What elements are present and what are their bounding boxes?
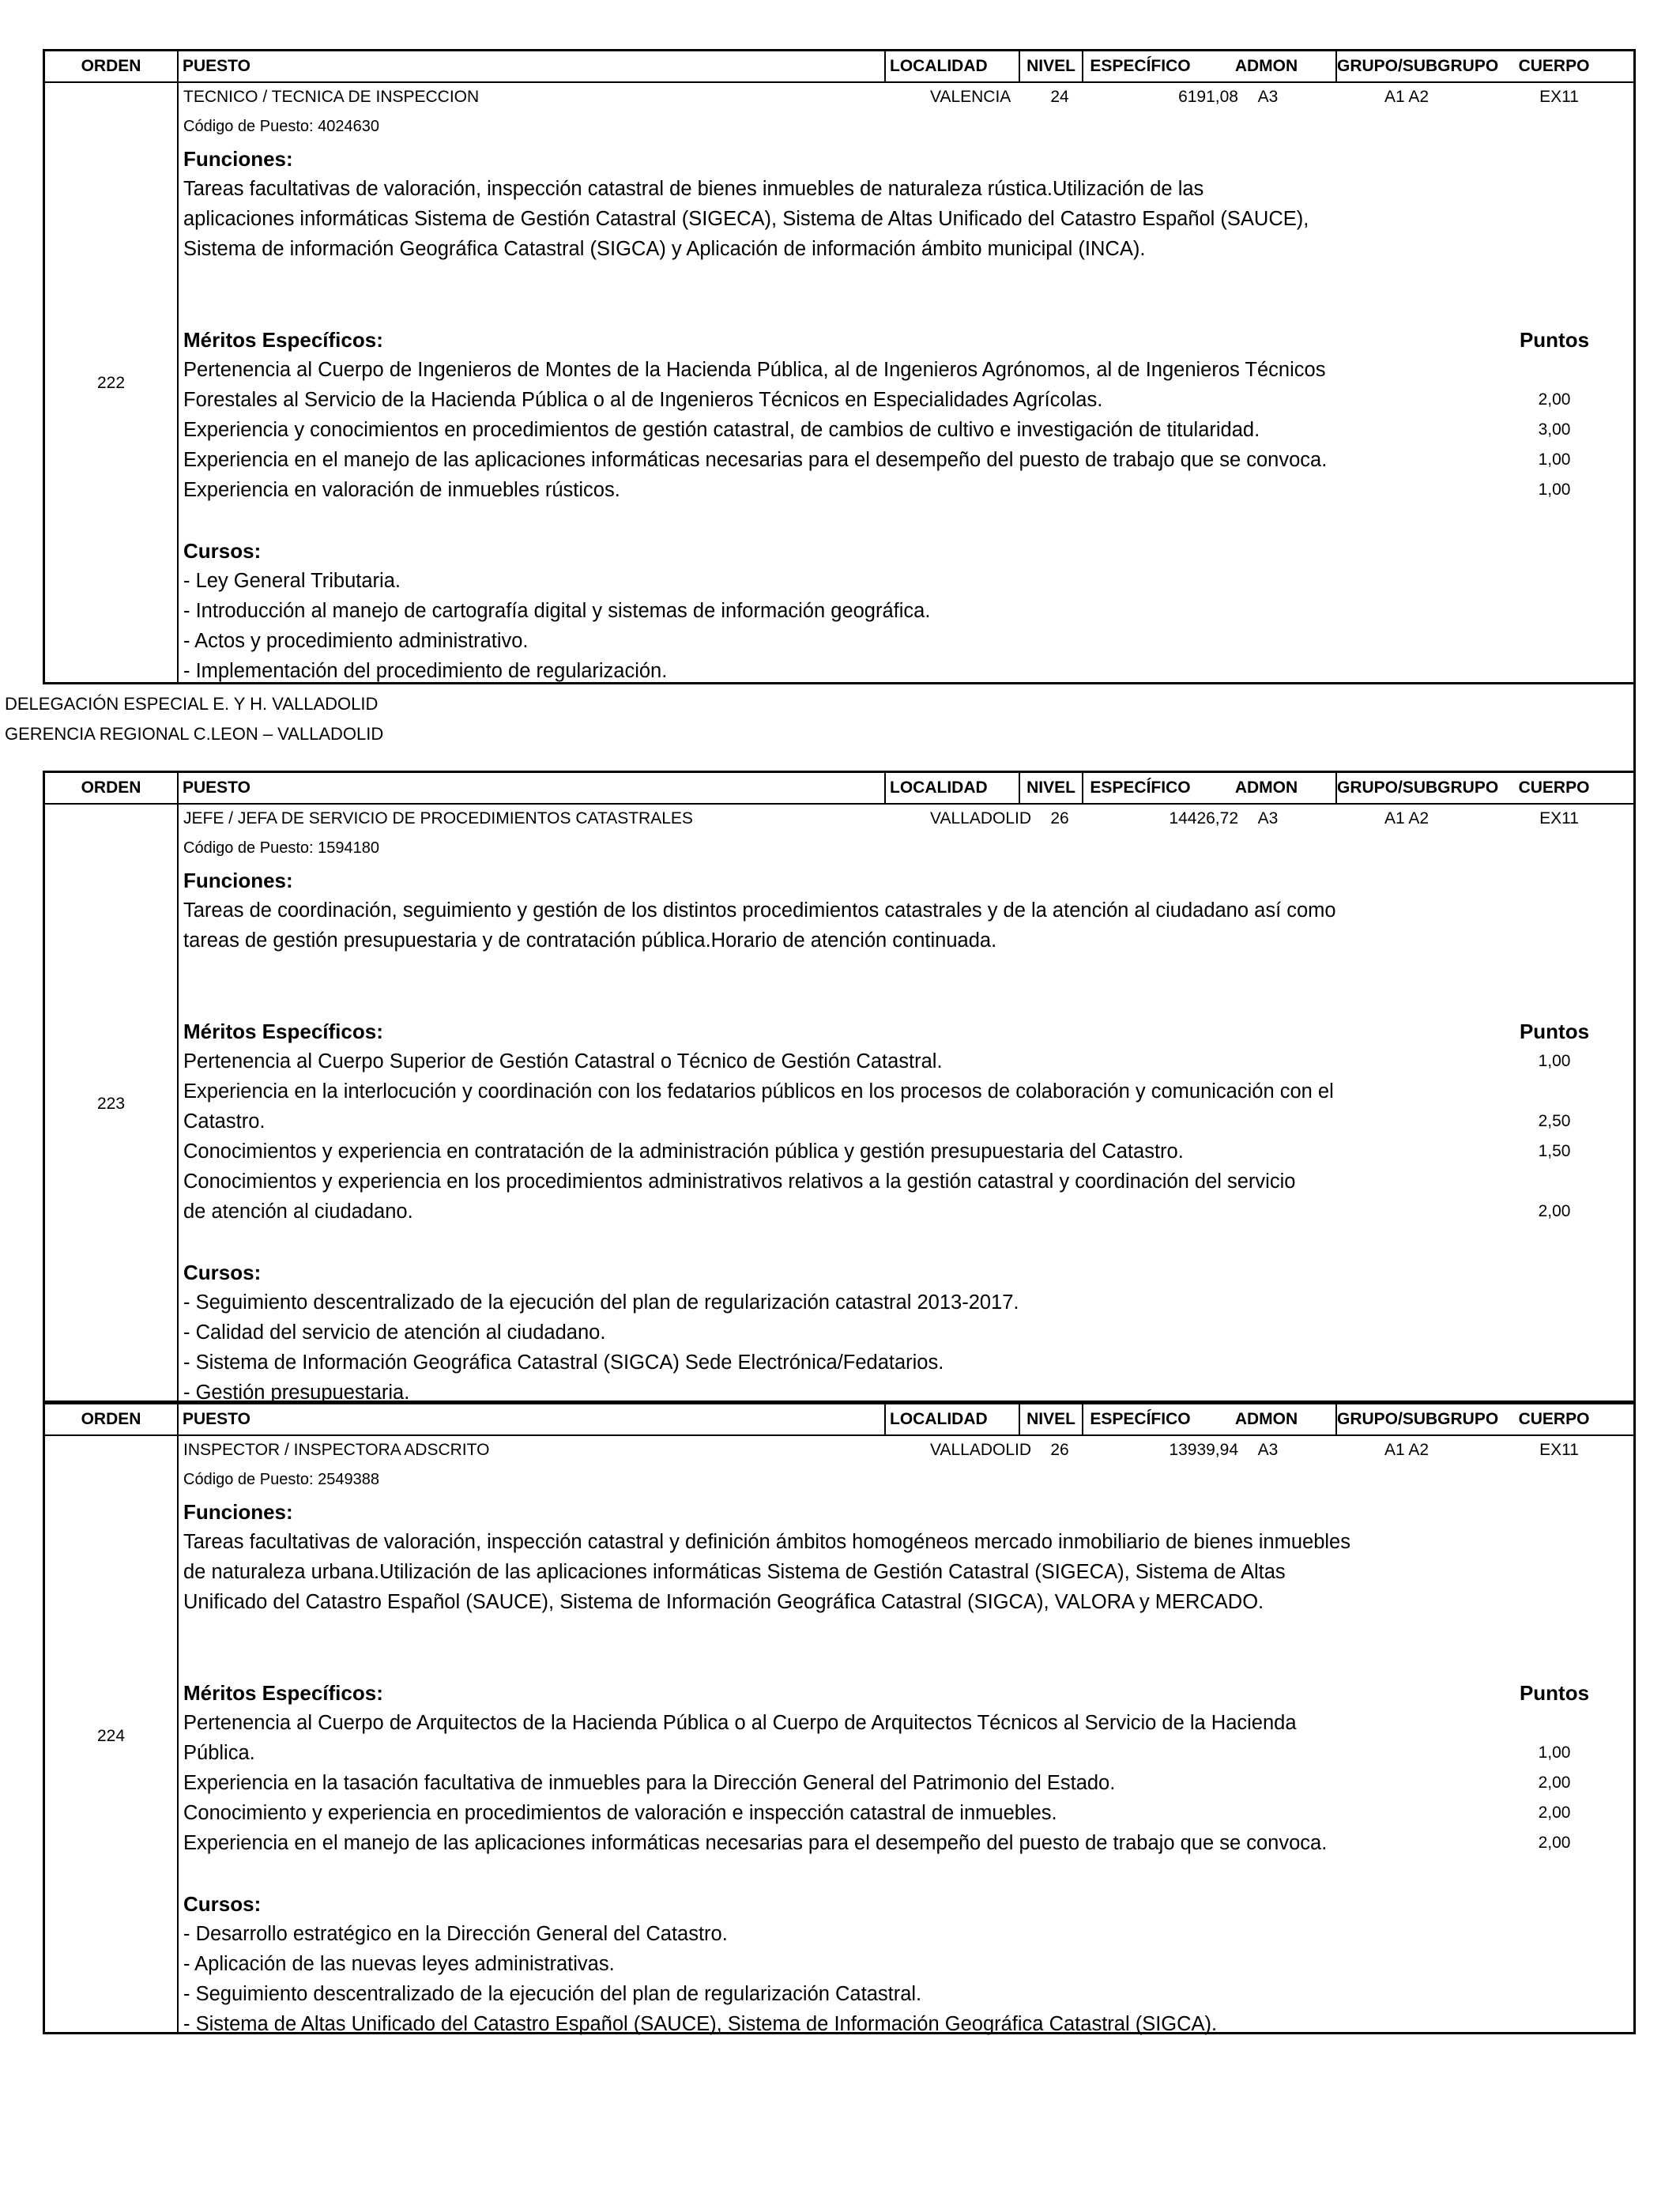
table-header (45, 51, 1633, 83)
curso-item: - Aplicación de las nuevas leyes administrativas. (183, 1953, 615, 1975)
header-especifico: ESPECÍFICO (1082, 51, 1197, 81)
header-localidad: LOCALIDAD (884, 1404, 1019, 1434)
merito-puntos: 1,50 (1538, 1142, 1571, 1160)
funciones-line: Unificado del Catastro Español (SAUCE), Sistema de Información Geográfica Catastral (SIGCA), VALORA y MERCADO. (183, 1591, 1264, 1613)
especifico-value: 13939,94 (1169, 1441, 1238, 1459)
header-nivel: NIVEL (1019, 773, 1082, 803)
funciones-title: Funciones: (183, 1500, 293, 1524)
header-puesto: PUESTO (177, 773, 884, 803)
position-body (45, 805, 1633, 1404)
column-divider (177, 1436, 179, 2032)
orden-number: 224 (96, 1727, 126, 1745)
delegacion-line: DELEGACIÓN ESPECIAL E. Y H. VALLADOLID (5, 694, 379, 714)
merito-text: Experiencia en el manejo de las aplicaciones informáticas necesarias para el desempeño del puesto de trabajo que se convoca. (183, 449, 1328, 471)
merito-puntos: 1,00 (1538, 1744, 1571, 1762)
merito-text: Experiencia en la interlocución y coordinación con los fedatarios públicos en los procesos de colaboración y comunicación con el (183, 1080, 1334, 1103)
puesto-title: TECNICO / TECNICA DE INSPECCION (183, 88, 480, 106)
position-body (45, 83, 1633, 682)
curso-item: - Actos y procedimiento administrativo. (183, 630, 529, 652)
grupo-value: A1 A2 (1384, 1441, 1430, 1459)
cuerpo-value: EX11 (1539, 1441, 1579, 1459)
merito-item (183, 445, 1590, 475)
merito-text: Pertenencia al Cuerpo de Ingenieros de Montes de la Hacienda Pública, al de Ingenieros Agrónomos, al de Ingenieros Técnicos (183, 359, 1326, 381)
merito-item (183, 1798, 1590, 1828)
curso-item: - Ley General Tributaria. (183, 570, 401, 592)
curso-item: - Introducción al manejo de cartografía digital y sistemas de información geográfica. (183, 600, 931, 622)
nivel-value: 24 (1050, 88, 1069, 106)
merito-puntos: 1,00 (1538, 481, 1571, 499)
grupo-value: A1 A2 (1384, 809, 1430, 827)
gerencia-line: GERENCIA REGIONAL C.LEON – VALLADOLID (5, 724, 384, 744)
merito-puntos: 2,00 (1538, 1774, 1571, 1792)
merito-text: Pública. (183, 1742, 255, 1764)
cursos-section (183, 1889, 1590, 2039)
admon-value: A3 (1257, 88, 1279, 106)
cursos-title: Cursos: (183, 1261, 262, 1284)
merito-text: Forestales al Servicio de la Hacienda Pública o al de Ingenieros Técnicos en Especialidades Agrícolas. (183, 389, 1103, 411)
funciones-line: Sistema de información Geográfica Catastral (SIGCA) y Aplicación de información ámbito municipal (INCA). (183, 238, 1146, 260)
meritos-title: Méritos Específicos: (183, 1020, 383, 1043)
merito-item (183, 1828, 1590, 1858)
funciones-line: Tareas de coordinación, seguimiento y gestión de los distintos procedimientos catastrales y de la atención al ciudadano así como (183, 899, 1336, 922)
meritos-section (183, 325, 1590, 505)
admon-value: A3 (1257, 1441, 1279, 1459)
merito-item (183, 1708, 1590, 1768)
merito-item (183, 475, 1590, 505)
meritos-title: Méritos Específicos: (183, 1681, 383, 1705)
column-divider (177, 805, 179, 1400)
puesto-title: INSPECTOR / INSPECTORA ADSCRITO (183, 1441, 490, 1459)
header-puesto: PUESTO (177, 1404, 884, 1434)
header-especifico: ESPECÍFICO (1082, 773, 1197, 803)
header-grupo: GRUPO/SUBGRUPO (1335, 51, 1475, 81)
nivel-value: 26 (1050, 809, 1069, 827)
header-orden: ORDEN (81, 1410, 141, 1428)
header-admon: ADMON (1234, 778, 1298, 797)
merito-text: de atención al ciudadano. (183, 1201, 413, 1223)
localidad-value: VALLADOLID (930, 1441, 1031, 1459)
orden-number: 223 (96, 1095, 126, 1113)
header-orden: ORDEN (81, 778, 141, 797)
header-puesto: PUESTO (177, 51, 884, 81)
merito-puntos: 2,00 (1538, 1834, 1571, 1852)
column-divider (177, 83, 179, 682)
position-block-224 (43, 1403, 1636, 2034)
codigo-puesto: Código de Puesto: 4024630 (183, 118, 379, 135)
meritos-section (183, 1678, 1590, 1858)
header-cuerpo: CUERPO (1518, 57, 1590, 75)
header-localidad: LOCALIDAD (884, 51, 1019, 81)
curso-item: - Implementación del procedimiento de regularización. (183, 660, 668, 682)
table-header (45, 773, 1633, 805)
funciones-section (183, 1497, 1590, 1617)
grupo-value: A1 A2 (1384, 88, 1430, 106)
curso-item: - Seguimiento descentralizado de la ejecución del plan de regularización Catastral. (183, 1983, 922, 2005)
merito-text: Catastro. (183, 1110, 266, 1133)
merito-puntos: 2,00 (1538, 1202, 1571, 1220)
merito-item (183, 1076, 1590, 1137)
funciones-line: aplicaciones informáticas Sistema de Gestión Catastral (SIGECA), Sistema de Altas Unificado del Catastro Español (SAUCE), (183, 208, 1309, 230)
especifico-value: 14426,72 (1169, 809, 1238, 827)
position-block-223 (43, 771, 1636, 1403)
header-cuerpo: CUERPO (1518, 1410, 1590, 1428)
header-orden: ORDEN (81, 57, 141, 75)
merito-text: Pertenencia al Cuerpo de Arquitectos de la Hacienda Pública o al Cuerpo de Arquitectos Técnicos al Servicio de la Hacienda (183, 1712, 1297, 1734)
header-nivel: NIVEL (1019, 1404, 1082, 1434)
table-header (45, 1404, 1633, 1436)
puesto-title: JEFE / JEFA DE SERVICIO DE PROCEDIMIENTOS CATASTRALES (183, 809, 693, 827)
position-body (45, 1436, 1633, 2035)
funciones-line: Tareas facultativas de valoración, inspección catastral y definición ámbitos homogéneos mercado inmobiliario de bienes inmuebles (183, 1531, 1350, 1553)
puntos-header: Puntos (1519, 1681, 1590, 1705)
merito-puntos: 2,00 (1538, 1804, 1571, 1822)
codigo-puesto: Código de Puesto: 1594180 (183, 839, 379, 857)
funciones-section (183, 865, 1590, 956)
merito-puntos: 3,00 (1538, 420, 1571, 439)
curso-item: - Sistema de Altas Unificado del Catastro Español (SAUCE), Sistema de Información Geográfica Catastral (SIGCA). (183, 2013, 1218, 2035)
merito-text: Conocimientos y experiencia en contratación de la administración pública y gestión presupuestaria del Catastro. (183, 1140, 1184, 1163)
merito-item (183, 1768, 1590, 1798)
merito-text: Pertenencia al Cuerpo Superior de Gestión Catastral o Técnico de Gestión Catastral. (183, 1050, 943, 1072)
admon-value: A3 (1257, 809, 1279, 827)
delegacion-heading (0, 684, 1636, 771)
nivel-value: 26 (1050, 1441, 1069, 1459)
curso-item: - Calidad del servicio de atención al ciudadano. (183, 1321, 606, 1344)
merito-text: Experiencia y conocimientos en procedimientos de gestión catastral, de cambios de cultivo e investigación de titularidad. (183, 419, 1260, 441)
cuerpo-value: EX11 (1539, 88, 1579, 106)
cursos-section (183, 536, 1590, 686)
header-cuerpo: CUERPO (1518, 778, 1590, 797)
localidad-value: VALENCIA (930, 88, 1011, 106)
curso-item: - Sistema de Información Geográfica Catastral (SIGCA) Sede Electrónica/Fedatarios. (183, 1351, 944, 1374)
merito-puntos: 1,00 (1538, 1052, 1571, 1070)
meritos-title: Méritos Específicos: (183, 328, 383, 352)
puntos-header: Puntos (1519, 328, 1590, 352)
cursos-title: Cursos: (183, 1892, 262, 1916)
header-grupo: GRUPO/SUBGRUPO (1335, 773, 1475, 803)
position-block-222 (43, 49, 1636, 684)
merito-item (183, 1137, 1590, 1167)
funciones-title: Funciones: (183, 147, 293, 171)
funciones-line: de naturaleza urbana.Utilización de las aplicaciones informáticas Sistema de Gestión Catastral (SIGECA), Sistema de Altas (183, 1561, 1286, 1583)
curso-item: - Seguimiento descentralizado de la ejecución del plan de regularización catastral 2013-2017. (183, 1291, 1019, 1314)
localidad-value: VALLADOLID (930, 809, 1031, 827)
merito-text: Experiencia en el manejo de las aplicaciones informáticas necesarias para el desempeño del puesto de trabajo que se convoca. (183, 1832, 1328, 1854)
merito-puntos: 2,00 (1538, 390, 1571, 409)
merito-puntos: 2,50 (1538, 1112, 1571, 1130)
curso-item: - Gestión presupuestaria. (183, 1382, 410, 1404)
curso-item: - Desarrollo estratégico en la Dirección General del Catastro. (183, 1923, 728, 1945)
merito-item (183, 355, 1590, 415)
header-localidad: LOCALIDAD (884, 773, 1019, 803)
merito-text: Experiencia en valoración de inmuebles rústicos. (183, 479, 620, 501)
meritos-section (183, 1016, 1590, 1227)
cursos-section (183, 1257, 1590, 1408)
funciones-section (183, 144, 1590, 264)
orden-number: 222 (96, 374, 126, 392)
cuerpo-value: EX11 (1539, 809, 1579, 827)
merito-text: Conocimiento y experiencia en procedimientos de valoración e inspección catastral de inmuebles. (183, 1802, 1057, 1824)
merito-item (183, 1046, 1590, 1076)
funciones-line: tareas de gestión presupuestaria y de contratación pública.Horario de atención continuada. (183, 929, 997, 952)
merito-item (183, 415, 1590, 445)
merito-item (183, 1167, 1590, 1227)
merito-text: Conocimientos y experiencia en los procedimientos administrativos relativos a la gestión catastral y coordinación del servicio (183, 1171, 1296, 1193)
header-especifico: ESPECÍFICO (1082, 1404, 1197, 1434)
funciones-title: Funciones: (183, 869, 293, 892)
header-admon: ADMON (1234, 1410, 1298, 1428)
funciones-line: Tareas facultativas de valoración, inspección catastral de bienes inmuebles de naturaleza rústica.Utilización de las (183, 178, 1204, 200)
header-nivel: NIVEL (1019, 51, 1082, 81)
cursos-title: Cursos: (183, 539, 262, 563)
merito-puntos: 1,00 (1538, 450, 1571, 469)
puntos-header: Puntos (1519, 1020, 1590, 1043)
header-grupo: GRUPO/SUBGRUPO (1335, 1404, 1475, 1434)
merito-text: Experiencia en la tasación facultativa de inmuebles para la Dirección General del Patrimonio del Estado. (183, 1772, 1116, 1794)
header-admon: ADMON (1234, 57, 1298, 75)
codigo-puesto: Código de Puesto: 2549388 (183, 1471, 379, 1488)
especifico-value: 6191,08 (1178, 88, 1238, 106)
